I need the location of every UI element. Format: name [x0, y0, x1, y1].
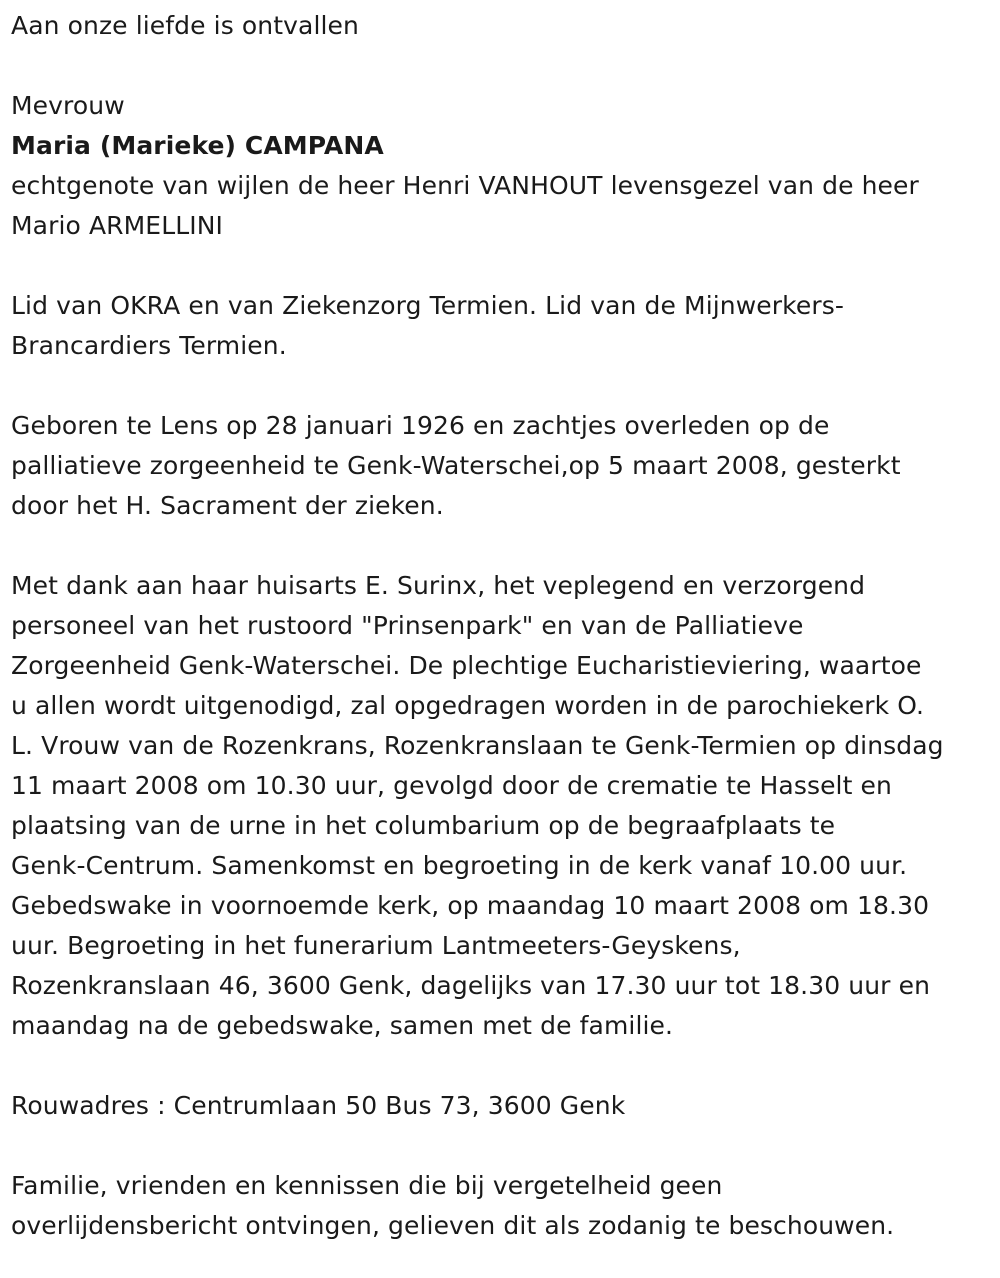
relations-paragraph: echtgenote van wijlen de heer Henri VANHOUT levensgezel van de heer Mario ARMELLINI [11, 171, 919, 240]
thanks-ceremony-paragraph: Met dank aan haar huisarts E. Surinx, het veplegend en verzorgend personeel van het rustoord "Prinsenpark" en van de Palliatieve Zorgeenheid Genk-Waterschei. De plechtige Eucharistieviering, waartoe u allen wordt uitgenodigd, zal opgedragen worden in de parochiekerk O. L. Vrouw van de Rozenkrans, Rozenkranslaan te Genk-Termien op dinsdag 11 maart 2008 om 10.30 uur, gevolgd door de crematie te Hasselt en plaatsing van de urne in het columbarium op de begraafplaats te Genk-Centrum. Samenkomst en begroeting in de kerk vanaf 10.00 uur. Gebedswake in voornoemde kerk, op maandag 10 maart 2008 om 18.30 uur. Begroeting in het funerarium Lantmeeters-Geyskens, Rozenkranslaan 46, 3600 Genk, dagelijks van 17.30 uur tot 18.30 uur en maandag na de gebedswake, samen met de familie. [11, 571, 944, 1040]
salutation: Mevrouw [11, 91, 125, 120]
intro-line: Aan onze liefde is ontvallen [11, 11, 359, 40]
mourning-address: Rouwadres : Centrumlaan 50 Bus 73, 3600 Genk [11, 1091, 626, 1120]
memberships-paragraph: Lid van OKRA en van Ziekenzorg Termien. Lid van de Mijnwerkers- Brancardiers Termien. [11, 291, 844, 360]
closing-paragraph: Familie, vrienden en kennissen die bij vergetelheid geen overlijdensbericht ontvingen, gelieven dit als zodanig te beschouwen. [11, 1171, 895, 1240]
birth-death-paragraph: Geboren te Lens op 28 januari 1926 en zachtjes overleden op de palliatieve zorgeenheid te Genk-Waterschei,op 5 maart 2008, gesterkt door het H. Sacrament der zieken. [11, 411, 901, 520]
deceased-name: Maria (Marieke) CAMPANA [11, 131, 384, 160]
